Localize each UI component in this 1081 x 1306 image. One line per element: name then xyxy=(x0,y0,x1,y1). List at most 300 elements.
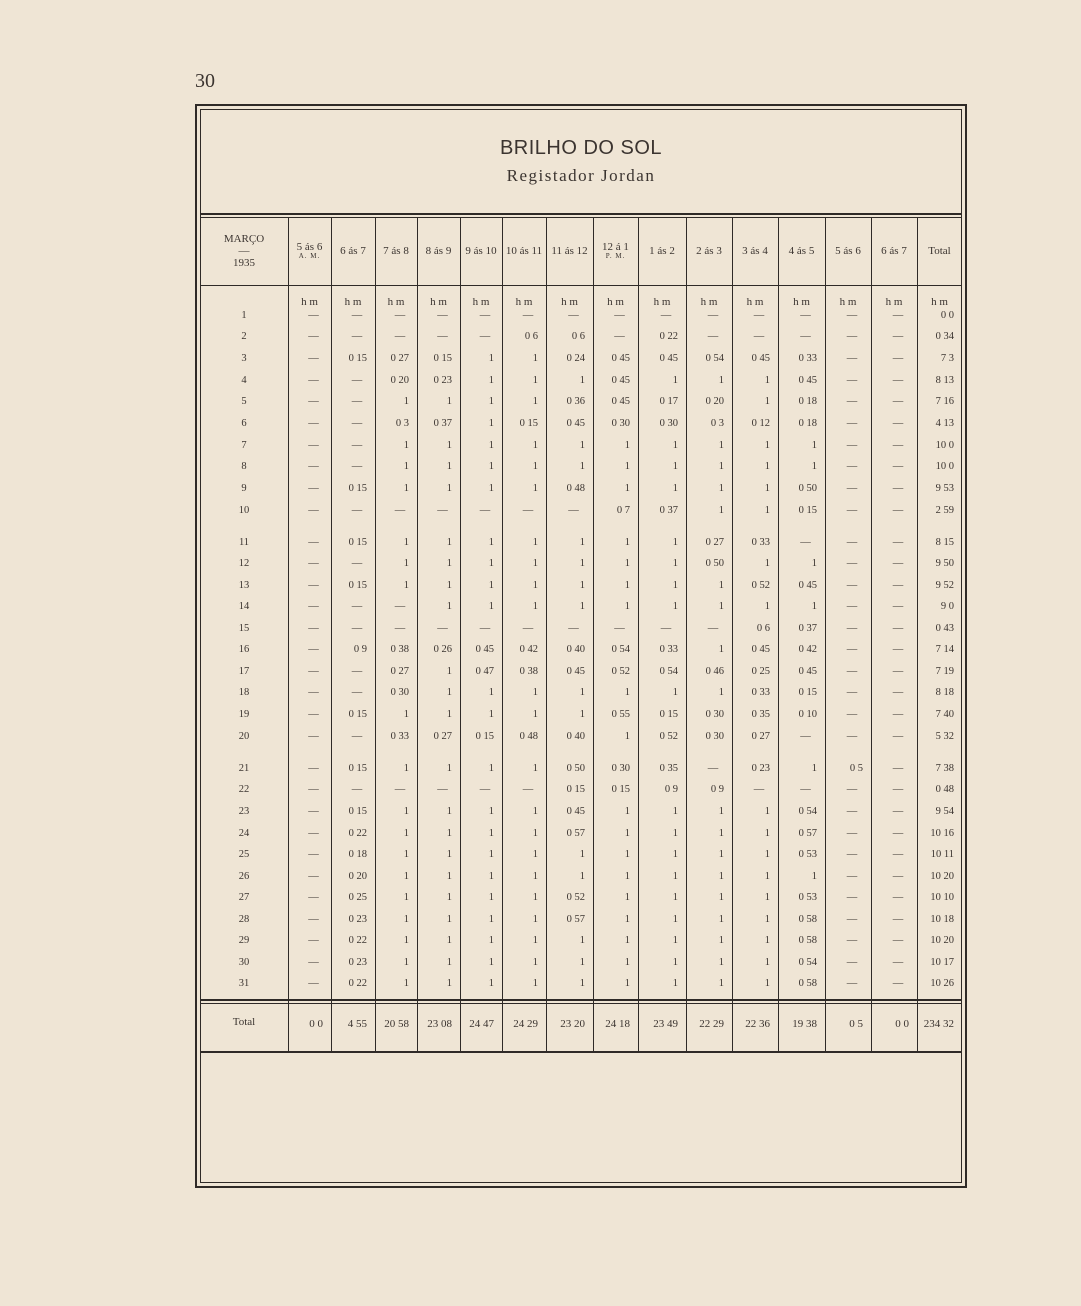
table-cell: 1 xyxy=(672,375,678,386)
table-cell: 0 54 xyxy=(798,806,817,817)
unit-label: h m xyxy=(839,296,857,308)
column-header xyxy=(417,217,460,285)
table-cell: 0 18 xyxy=(798,418,817,429)
table-cell: 1 xyxy=(624,892,630,903)
table-cell: — xyxy=(892,806,904,817)
day-label: 5 xyxy=(241,396,247,407)
table-cell: — xyxy=(308,914,319,925)
table-cell: 0 53 xyxy=(798,849,817,860)
table-cell: 0 22 xyxy=(348,935,367,946)
table-cell: 1 xyxy=(764,461,770,472)
table-cell: — xyxy=(308,461,319,472)
table-cell: 0 15 xyxy=(348,806,367,817)
table-cell: 0 27 xyxy=(751,731,770,742)
column-header-sub: P. M. xyxy=(605,252,626,261)
table-cell: 1 xyxy=(764,396,770,407)
table-cell: 1 xyxy=(446,666,452,677)
table-cell: 4 13 xyxy=(935,418,954,429)
table-cell: — xyxy=(614,623,625,634)
table-cell: 1 xyxy=(446,849,452,860)
table-cell: 1 xyxy=(403,483,409,494)
table-cell: — xyxy=(753,784,765,795)
total-cell: 23 49 xyxy=(653,1018,678,1030)
table-cell: — xyxy=(479,784,491,795)
table-cell: 0 15 xyxy=(348,353,367,364)
day-label: 26 xyxy=(238,871,250,882)
table-cell: 0 15 xyxy=(348,580,367,591)
table-cell: — xyxy=(308,849,319,860)
table-cell: — xyxy=(308,331,319,342)
table-cell: 0 23 xyxy=(348,957,367,968)
table-cell: — xyxy=(308,396,319,407)
table-cell: 1 xyxy=(718,806,724,817)
table-cell: 1 xyxy=(624,461,630,472)
table-cell: 1 xyxy=(811,461,817,472)
day-label: 23 xyxy=(238,806,250,817)
column-divider xyxy=(638,217,639,1053)
table-cell: 1 xyxy=(403,828,409,839)
table-cell: — xyxy=(846,644,858,655)
table-cell: 1 xyxy=(403,849,409,860)
column-divider xyxy=(460,217,461,1053)
table-cell: 1 xyxy=(403,957,409,968)
table-cell: 1 xyxy=(718,957,724,968)
table-cell: 1 xyxy=(532,828,538,839)
table-cell: 0 9 xyxy=(353,644,367,655)
table-cell: — xyxy=(846,935,858,946)
table-cell: 0 58 xyxy=(798,978,817,989)
table-cell: 1 xyxy=(446,892,452,903)
table-cell: 0 15 xyxy=(433,353,452,364)
table-cell: 1 xyxy=(579,537,585,548)
table-cell: 0 30 xyxy=(611,763,630,774)
table-cell: — xyxy=(846,914,858,925)
table-cell: — xyxy=(308,644,319,655)
day-label: 31 xyxy=(238,978,250,989)
table-cell: 1 xyxy=(624,440,630,451)
table-cell: 1 xyxy=(488,914,494,925)
table-cell: 1 xyxy=(488,892,494,903)
table-cell: 1 xyxy=(579,935,585,946)
table-cell: — xyxy=(846,871,858,882)
table-cell: 1 xyxy=(446,806,452,817)
table-cell: 0 30 xyxy=(659,418,678,429)
table-cell: 1 xyxy=(718,935,724,946)
table-cell: — xyxy=(308,935,319,946)
table-cell: — xyxy=(351,418,363,429)
table-cell: 1 xyxy=(672,601,678,612)
table-cell: 7 3 xyxy=(940,353,954,364)
column-header xyxy=(288,217,331,285)
column-header-label: 10 ás 11 xyxy=(505,244,543,257)
table-cell: 1 xyxy=(672,806,678,817)
day-label: 30 xyxy=(238,957,250,968)
table-cell: — xyxy=(707,310,719,321)
table-cell: — xyxy=(308,623,319,634)
table-cell: 1 xyxy=(488,763,494,774)
table-cell: 1 xyxy=(403,537,409,548)
unit-label: h m xyxy=(472,296,490,308)
table-cell: — xyxy=(351,505,363,516)
table-cell: 1 xyxy=(488,353,494,364)
table-cell: 0 20 xyxy=(348,871,367,882)
table-cell: 0 15 xyxy=(348,709,367,720)
table-cell: 1 xyxy=(764,375,770,386)
total-cell: 23 20 xyxy=(560,1018,585,1030)
table-cell: — xyxy=(892,461,904,472)
table-cell: 1 xyxy=(488,375,494,386)
table-cell: — xyxy=(308,871,319,882)
table-cell: 0 45 xyxy=(659,353,678,364)
table-cell: 0 40 xyxy=(566,644,585,655)
day-label: 25 xyxy=(238,849,250,860)
table-cell: 0 47 xyxy=(475,666,494,677)
table-cell: 1 xyxy=(446,957,452,968)
table-cell: — xyxy=(308,709,319,720)
table-cell: 0 24 xyxy=(566,353,585,364)
table-cell: — xyxy=(846,784,858,795)
table-cell: 0 45 xyxy=(798,580,817,591)
day-label: 22 xyxy=(238,784,250,795)
table-cell: 1 xyxy=(446,461,452,472)
table-cell: 1 xyxy=(488,709,494,720)
table-cell: — xyxy=(308,375,319,386)
table-cell: 0 12 xyxy=(751,418,770,429)
table-cell: 0 48 xyxy=(566,483,585,494)
table-cell: — xyxy=(892,666,904,677)
table-cell: 1 xyxy=(403,709,409,720)
table-cell: 0 46 xyxy=(705,666,724,677)
table-cell: — xyxy=(892,601,904,612)
table-cell: 0 15 xyxy=(348,763,367,774)
column-header xyxy=(778,217,825,285)
total-cell: 24 18 xyxy=(605,1018,630,1030)
table-cell: 0 38 xyxy=(390,644,409,655)
table-cell: — xyxy=(846,978,858,989)
column-divider xyxy=(732,217,733,1053)
table-cell: 1 xyxy=(488,483,494,494)
table-cell: 0 20 xyxy=(705,396,724,407)
table-cell: 1 xyxy=(532,978,538,989)
table-cell: 0 18 xyxy=(348,849,367,860)
table-cell: 0 23 xyxy=(348,914,367,925)
table-cell: 0 15 xyxy=(798,687,817,698)
day-label: 16 xyxy=(238,644,250,655)
title-divider xyxy=(200,213,962,215)
table-cell: 1 xyxy=(446,440,452,451)
table-cell: 0 54 xyxy=(659,666,678,677)
table-cell: — xyxy=(846,731,858,742)
table-cell: 0 22 xyxy=(348,978,367,989)
table-cell: 0 38 xyxy=(519,666,538,677)
table-cell: 1 xyxy=(446,914,452,925)
table-cell: 1 xyxy=(403,440,409,451)
table-cell: 0 55 xyxy=(611,709,630,720)
table-cell: — xyxy=(892,418,904,429)
table-cell: 1 xyxy=(624,957,630,968)
column-divider xyxy=(593,217,594,1053)
table-cell: — xyxy=(437,505,448,516)
table-cell: 0 52 xyxy=(566,892,585,903)
total-cell: 24 29 xyxy=(513,1018,538,1030)
column-header-sub: A. M. xyxy=(298,252,321,261)
table-cell: 1 xyxy=(624,871,630,882)
day-label: 3 xyxy=(241,353,247,364)
table-cell: — xyxy=(892,644,904,655)
column-divider xyxy=(288,217,289,1053)
table-cell: 0 36 xyxy=(566,396,585,407)
table-cell: — xyxy=(437,784,448,795)
table-cell: 0 15 xyxy=(798,505,817,516)
table-cell: 0 23 xyxy=(751,763,770,774)
table-cell: 1 xyxy=(718,505,724,516)
table-cell: — xyxy=(846,505,858,516)
totals-divider xyxy=(200,999,962,1001)
table-cell: 0 52 xyxy=(611,666,630,677)
table-cell: 5 32 xyxy=(935,731,954,742)
table-cell: — xyxy=(846,331,858,342)
table-cell: 1 xyxy=(764,558,770,569)
day-label: 17 xyxy=(238,666,250,677)
table-cell: 1 xyxy=(718,828,724,839)
table-cell: — xyxy=(846,687,858,698)
table-cell: 0 57 xyxy=(798,828,817,839)
table-cell: 1 xyxy=(718,849,724,860)
table-cell: 0 35 xyxy=(751,709,770,720)
table-cell: 0 3 xyxy=(395,418,409,429)
table-cell: — xyxy=(308,440,319,451)
table-cell: 1 xyxy=(672,914,678,925)
table-cell: — xyxy=(892,558,904,569)
table-cell: 0 9 xyxy=(710,784,724,795)
table-cell: — xyxy=(660,623,672,634)
table-cell: 0 15 xyxy=(611,784,630,795)
table-cell: 1 xyxy=(579,849,585,860)
table-cell: 1 xyxy=(811,763,817,774)
table-cell: 0 50 xyxy=(566,763,585,774)
table-cell: 1 xyxy=(403,558,409,569)
table-cell: 1 xyxy=(532,353,538,364)
table-cell: — xyxy=(351,310,363,321)
total-cell: 4 55 xyxy=(347,1018,367,1030)
table-cell: 1 xyxy=(488,849,494,860)
table-cell: 1 xyxy=(718,440,724,451)
table-cell: 9 53 xyxy=(935,483,954,494)
page-subtitle: Registador Jordan xyxy=(506,166,656,185)
table-cell: — xyxy=(707,331,719,342)
column-divider xyxy=(825,217,826,1053)
table-cell: 0 52 xyxy=(751,580,770,591)
table-cell: — xyxy=(394,601,406,612)
table-cell: 1 xyxy=(624,731,630,742)
column-header-label: 9 ás 10 xyxy=(465,244,497,257)
unit-label: h m xyxy=(607,296,624,308)
table-cell: — xyxy=(892,396,904,407)
table-cell: — xyxy=(800,731,811,742)
table-cell: 1 xyxy=(764,440,770,451)
column-header xyxy=(871,217,917,285)
table-cell: 1 xyxy=(624,687,630,698)
table-cell: 1 xyxy=(488,978,494,989)
table-cell: 1 xyxy=(579,871,585,882)
table-cell: 0 20 xyxy=(390,375,409,386)
table-cell: 1 xyxy=(446,871,452,882)
day-label: 14 xyxy=(238,601,250,612)
table-cell: 1 xyxy=(672,849,678,860)
table-cell: — xyxy=(892,331,904,342)
table-cell: 1 xyxy=(488,558,494,569)
table-cell: 1 xyxy=(672,537,678,548)
table-cell: 7 16 xyxy=(935,396,954,407)
table-cell: 0 54 xyxy=(705,353,724,364)
table-cell: — xyxy=(846,580,858,591)
day-label: 20 xyxy=(238,731,250,742)
table-cell: 10 10 xyxy=(930,892,954,903)
table-cell: — xyxy=(892,763,904,774)
table-cell: 1 xyxy=(488,935,494,946)
day-label: 11 xyxy=(238,537,250,548)
table-cell: 1 xyxy=(532,892,538,903)
table-cell: — xyxy=(308,806,319,817)
table-cell: 1 xyxy=(403,763,409,774)
table-cell: 0 33 xyxy=(659,644,678,655)
table-cell: — xyxy=(308,505,319,516)
table-cell: 1 xyxy=(579,601,585,612)
table-cell: — xyxy=(308,828,319,839)
table-cell: — xyxy=(614,331,625,342)
day-label: 6 xyxy=(241,418,247,429)
table-cell: 1 xyxy=(672,871,678,882)
table-cell: 0 9 xyxy=(664,784,678,795)
table-cell: — xyxy=(308,892,319,903)
table-cell: 0 17 xyxy=(659,396,678,407)
table-cell: — xyxy=(846,537,858,548)
table-cell: 8 15 xyxy=(935,537,954,548)
day-label: 1 xyxy=(241,310,247,321)
table-cell: — xyxy=(892,731,904,742)
column-header xyxy=(460,217,502,285)
table-cell: 1 xyxy=(488,440,494,451)
table-cell: 1 xyxy=(532,849,538,860)
table-cell: 9 0 xyxy=(940,601,954,612)
unit-label: h m xyxy=(931,296,948,308)
table-cell: — xyxy=(308,353,319,364)
table-cell: 7 40 xyxy=(935,709,954,720)
table-cell: 10 20 xyxy=(930,935,954,946)
table-cell: 1 xyxy=(579,461,585,472)
table-cell: 1 xyxy=(672,935,678,946)
table-cell: 0 48 xyxy=(519,731,538,742)
table-cell: 0 33 xyxy=(390,731,409,742)
table-cell: — xyxy=(308,978,319,989)
table-cell: 0 30 xyxy=(705,709,724,720)
table-cell: 0 6 xyxy=(571,331,585,342)
table-cell: 0 37 xyxy=(798,623,817,634)
table-cell: — xyxy=(351,623,363,634)
table-cell: 1 xyxy=(718,687,724,698)
table-cell: — xyxy=(351,784,363,795)
table-cell: 1 xyxy=(624,601,630,612)
table-cell: 1 xyxy=(446,828,452,839)
table-cell: — xyxy=(846,709,858,720)
table-cell: — xyxy=(753,331,765,342)
table-cell: 1 xyxy=(532,914,538,925)
total-cell: 22 29 xyxy=(699,1018,724,1030)
table-cell: 8 13 xyxy=(935,375,954,386)
table-cell: — xyxy=(308,731,319,742)
table-cell: — xyxy=(846,558,858,569)
table-cell: 1 xyxy=(403,580,409,591)
unit-label: h m xyxy=(653,296,671,308)
table-cell: 10 17 xyxy=(930,957,954,968)
table-cell: 1 xyxy=(624,935,630,946)
table-cell: 0 33 xyxy=(751,687,770,698)
table-cell: 0 53 xyxy=(798,892,817,903)
column-header-label: 6 ás 7 xyxy=(881,244,907,257)
day-label: 7 xyxy=(241,440,247,451)
table-cell: 0 58 xyxy=(798,914,817,925)
day-label: 21 xyxy=(238,763,250,774)
table-cell: 1 xyxy=(718,580,724,591)
table-cell: 1 xyxy=(579,558,585,569)
table-cell: 0 45 xyxy=(566,666,585,677)
table-cell: — xyxy=(892,849,904,860)
table-cell: — xyxy=(800,537,811,548)
table-cell: — xyxy=(892,828,904,839)
table-cell: — xyxy=(308,784,319,795)
day-label: 29 xyxy=(238,935,250,946)
table-cell: 9 52 xyxy=(935,580,954,591)
table-cell: 0 7 xyxy=(616,505,630,516)
table-cell: — xyxy=(892,483,904,494)
day-label: 15 xyxy=(238,623,250,634)
table-cell: 1 xyxy=(718,892,724,903)
table-cell: 1 xyxy=(488,537,494,548)
column-header xyxy=(546,217,593,285)
table-cell: 1 xyxy=(446,978,452,989)
table-cell: 1 xyxy=(764,978,770,989)
column-divider xyxy=(502,217,503,1053)
table-cell: 0 45 xyxy=(566,806,585,817)
table-cell: — xyxy=(846,828,858,839)
table-cell: 0 57 xyxy=(566,828,585,839)
table-cell: 1 xyxy=(672,461,678,472)
table-cell: — xyxy=(846,957,858,968)
table-cell: 0 58 xyxy=(798,935,817,946)
day-label: 28 xyxy=(238,914,250,925)
table-cell: 1 xyxy=(624,978,630,989)
table-cell: 1 xyxy=(403,806,409,817)
table-cell: 0 45 xyxy=(611,375,630,386)
table-cell: — xyxy=(800,310,811,321)
table-cell: 1 xyxy=(488,806,494,817)
table-cell: 0 27 xyxy=(390,353,409,364)
table-cell: 0 30 xyxy=(611,418,630,429)
table-cell: 1 xyxy=(624,914,630,925)
month-dash: — xyxy=(238,244,250,257)
column-header-label: 12 á 1 xyxy=(602,241,629,254)
table-cell: 0 15 xyxy=(475,731,494,742)
table-cell: 1 xyxy=(764,601,770,612)
total-cell: 20 58 xyxy=(384,1018,409,1030)
table-cell: — xyxy=(351,666,363,677)
table-cell: 1 xyxy=(811,440,817,451)
table-cell: — xyxy=(846,353,858,364)
table-cell: — xyxy=(892,537,904,548)
table-cell: — xyxy=(892,687,904,698)
table-cell: 0 18 xyxy=(798,396,817,407)
table-cell: 1 xyxy=(403,461,409,472)
